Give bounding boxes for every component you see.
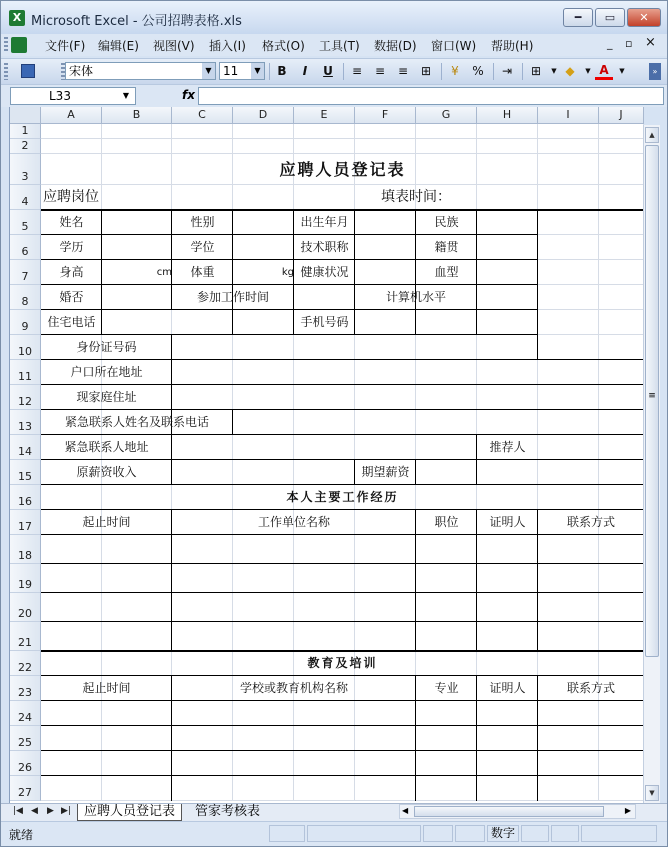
row-number: 24 (18, 711, 32, 724)
align-right-icon[interactable]: ≡ (397, 64, 409, 78)
cell-border (41, 563, 644, 564)
gridline (41, 800, 644, 801)
italic-button[interactable]: I (302, 64, 308, 78)
cell-label-job: 职位 (434, 515, 459, 529)
toolbar-separator (441, 63, 442, 80)
cell-border (41, 750, 644, 751)
row-header[interactable] (10, 726, 41, 751)
cell-border (537, 210, 538, 360)
fill-color-icon[interactable]: ◆ (565, 64, 575, 78)
merge-center-icon[interactable]: ⊞ (420, 64, 432, 78)
borders-icon[interactable]: ⊞ (530, 64, 542, 78)
cell-label-employer: 工作单位名称 (257, 515, 330, 529)
cell-label-home-phone: 住宅电话 (47, 315, 96, 329)
cell-label-contact: 联系方式 (566, 681, 615, 695)
scroll-left-icon[interactable]: ◀ (402, 806, 409, 815)
row-number: 11 (18, 370, 32, 383)
column-header[interactable]: G (416, 107, 477, 124)
status-ready: 就绪 (9, 828, 34, 842)
menu-window[interactable]: 窗口(W) (431, 39, 477, 53)
cell-label-emergency-contact: 紧急联系人姓名及联系电话 (64, 415, 209, 429)
row-header[interactable] (10, 510, 41, 535)
sheet-tab-recruitment[interactable]: 应聘人员登记表 (77, 804, 182, 821)
toolbar-separator (269, 63, 270, 80)
status-panel (269, 825, 305, 842)
cell-label-work-start: 参加工作时间 (196, 290, 269, 304)
doc-restore-button[interactable]: ▫ (625, 37, 633, 50)
worksheet-grid[interactable] (9, 107, 644, 803)
column-header[interactable]: A (41, 107, 102, 124)
horizontal-scrollbar[interactable] (399, 804, 636, 819)
row-number: 19 (18, 578, 32, 591)
cell-label-major: 专业 (434, 681, 459, 695)
cell-label-period: 起止时间 (82, 515, 131, 529)
close-button[interactable]: ✕ (627, 8, 661, 27)
row-number: 1 (21, 124, 29, 137)
menu-help[interactable]: 帮助(H) (491, 39, 534, 53)
row-header[interactable] (10, 622, 41, 651)
workbook-icon[interactable] (11, 37, 27, 53)
underline-button[interactable]: U (323, 64, 333, 78)
row-header[interactable] (10, 385, 41, 410)
currency-icon[interactable]: ¥ (451, 64, 459, 78)
indent-icon[interactable]: ⇥ (501, 64, 513, 78)
row-header[interactable] (10, 235, 41, 260)
font-size-value: 11 (223, 64, 239, 78)
cell-label-period: 起止时间 (82, 681, 131, 695)
row-number: 18 (18, 549, 32, 562)
gridline (41, 138, 644, 139)
cell-border (41, 592, 644, 593)
cell-label-title: 应聘人员登记表 (279, 160, 406, 179)
cell-label-degree: 学位 (190, 240, 215, 254)
cell-label-height: 身高 (59, 265, 84, 279)
font-color-icon[interactable]: A (595, 63, 613, 80)
cell-label-referrer: 推荐人 (489, 440, 526, 454)
row-header[interactable] (10, 593, 41, 622)
toolbar-separator (343, 63, 344, 80)
cell-label-emergency-address: 紧急联系人地址 (64, 440, 149, 454)
status-bar (1, 821, 667, 847)
cell-label-current-address: 现家庭住址 (76, 390, 137, 404)
menu-tools[interactable]: 工具(T) (319, 39, 360, 53)
cell-label-computer-level: 计算机水平 (385, 290, 446, 304)
cell-label-witness: 证明人 (489, 681, 526, 695)
column-header[interactable]: I (538, 107, 599, 124)
row-header[interactable] (10, 776, 41, 801)
menu-format[interactable]: 格式(O) (262, 39, 305, 53)
row-header[interactable] (10, 651, 41, 676)
toolbar-separator (522, 63, 523, 80)
cell-label-weight-unit: kg (281, 267, 294, 278)
vertical-scrollbar[interactable] (643, 125, 660, 803)
cell-border (41, 725, 644, 726)
scroll-up-icon[interactable]: ▲ (645, 127, 659, 143)
menu-data[interactable]: 数据(D) (374, 39, 417, 53)
cell-label-ethnicity: 民族 (434, 215, 459, 229)
column-header[interactable]: D (233, 107, 294, 124)
name-box-value: L33 (49, 89, 71, 103)
menubar-grip[interactable] (4, 37, 8, 53)
formula-input[interactable] (198, 87, 664, 105)
row-number: 3 (21, 170, 29, 183)
row-number: 9 (21, 320, 29, 333)
bold-button[interactable]: B (277, 64, 287, 78)
doc-minimize-button[interactable]: _ (607, 37, 613, 50)
cell-label-tech-title: 技术职称 (300, 240, 349, 254)
row-number: 5 (21, 220, 29, 233)
status-panel (581, 825, 657, 842)
cell-label-work-section-title: 本人主要工作经历 (286, 490, 399, 504)
next-sheet-icon[interactable]: ▶ (47, 806, 54, 816)
row-header[interactable] (10, 139, 41, 154)
name-box[interactable] (10, 87, 136, 105)
column-header[interactable]: B (102, 107, 172, 124)
status-panel (423, 825, 453, 842)
cell-label-hukou-address: 户口所在地址 (70, 365, 143, 379)
cell-label-birth: 出生年月 (300, 215, 349, 229)
row-header[interactable] (10, 210, 41, 235)
chevron-down-icon[interactable]: ▼ (551, 67, 557, 75)
status-panel (551, 825, 579, 842)
align-center-icon[interactable]: ≡ (374, 64, 386, 78)
row-number: 23 (18, 686, 32, 699)
row-number: 15 (18, 470, 32, 483)
cell-label-contact: 联系方式 (566, 515, 615, 529)
row-number: 6 (21, 245, 29, 258)
column-header[interactable]: C (172, 107, 233, 124)
row-header[interactable] (10, 335, 41, 360)
scroll-down-icon[interactable]: ▼ (645, 785, 659, 801)
percent-button[interactable]: % (472, 64, 484, 78)
toolbar-options-icon[interactable]: » (649, 63, 661, 80)
cell-label-health: 健康状况 (300, 265, 349, 279)
toolbar-grip[interactable] (4, 63, 8, 80)
font-name-value: 宋体 (69, 64, 94, 78)
doc-close-button[interactable]: × (645, 35, 656, 50)
cell-label-weight: 体重 (190, 265, 215, 279)
cell-label-witness: 证明人 (489, 515, 526, 529)
status-panel (521, 825, 549, 842)
fx-icon[interactable]: fx (182, 88, 195, 102)
status-panel (307, 825, 421, 842)
last-sheet-icon[interactable]: ▶| (61, 806, 71, 816)
font-size-select[interactable] (219, 62, 265, 80)
row-header[interactable] (10, 360, 41, 385)
formula-bar (1, 85, 667, 107)
menu-insert[interactable]: 插入(I) (209, 39, 246, 53)
menu-file[interactable]: 文件(F) (45, 39, 86, 53)
chevron-down-icon[interactable]: ▼ (251, 63, 264, 79)
cell-border (41, 775, 644, 776)
cell-label-mobile: 手机号码 (300, 315, 349, 329)
chevron-down-icon[interactable]: ▼ (122, 91, 129, 100)
cell-label-id-number: 身份证号码 (76, 340, 137, 354)
row-header[interactable] (10, 285, 41, 310)
row-number: 4 (21, 195, 29, 208)
cell-label-name: 姓名 (59, 215, 84, 229)
column-header[interactable]: F (355, 107, 416, 124)
cell-border (41, 621, 644, 622)
cell-label-native-place: 籍贯 (434, 240, 459, 254)
row-header[interactable] (10, 460, 41, 485)
window-title: Microsoft Excel - 公司招聘表格.xls (31, 14, 242, 29)
row-number: 10 (18, 345, 32, 358)
row-number: 21 (18, 636, 32, 649)
chevron-down-icon[interactable]: ▼ (585, 67, 591, 75)
row-number: 14 (18, 445, 32, 458)
row-header[interactable] (10, 535, 41, 564)
scroll-right-icon[interactable]: ▶ (624, 806, 631, 815)
row-header[interactable] (10, 564, 41, 593)
save-icon[interactable] (21, 64, 35, 78)
row-header[interactable] (10, 124, 41, 139)
cell-label-blood-type: 血型 (434, 265, 459, 279)
row-number: 22 (18, 661, 32, 674)
row-header[interactable] (10, 260, 41, 285)
row-header[interactable] (10, 154, 41, 185)
column-header[interactable]: H (477, 107, 538, 124)
cell-label-height-unit: cm (156, 267, 172, 278)
formatting-toolbar (1, 58, 667, 85)
sheet-tab-butler[interactable]: 管家考核表 (195, 804, 261, 819)
horizontal-scroll-thumb[interactable] (414, 806, 604, 817)
row-number: 12 (18, 395, 32, 408)
row-number: 25 (18, 736, 32, 749)
restore-button[interactable]: ▭ (595, 8, 625, 27)
row-number: 7 (21, 270, 29, 283)
cell-label-position-label: 应聘岗位 (43, 189, 99, 205)
row-header[interactable] (10, 485, 41, 510)
row-header[interactable] (10, 701, 41, 726)
row-number: 16 (18, 495, 32, 508)
prev-sheet-icon[interactable]: ◀ (31, 806, 38, 816)
align-left-icon[interactable]: ≡ (351, 64, 363, 78)
cell-label-previous-salary: 原薪资收入 (76, 465, 137, 479)
row-header[interactable] (10, 185, 41, 210)
column-header[interactable]: J (599, 107, 644, 124)
cell-label-expected-salary: 期望薪资 (361, 465, 410, 479)
select-all-corner[interactable] (10, 107, 41, 124)
row-number: 27 (18, 786, 32, 799)
menu-view[interactable]: 视图(V) (153, 39, 195, 53)
excel-app-icon: X (9, 10, 25, 26)
first-sheet-icon[interactable]: |◀ (13, 806, 23, 816)
cell-label-education: 学历 (59, 240, 84, 254)
row-number: 17 (18, 520, 32, 533)
cell-label-fill-time-label: 填表时间： (381, 189, 451, 205)
row-number: 26 (18, 761, 32, 774)
row-header[interactable] (10, 435, 41, 460)
cell-label-edu-section-title: 教育及培训 (307, 656, 378, 670)
chevron-down-icon[interactable]: ▼ (202, 63, 215, 79)
row-number: 8 (21, 295, 29, 308)
row-header[interactable] (10, 751, 41, 776)
row-header[interactable] (10, 410, 41, 435)
column-header[interactable]: E (294, 107, 355, 124)
toolbar-separator (493, 63, 494, 80)
menu-bar (1, 34, 667, 56)
chevron-down-icon[interactable]: ▼ (619, 67, 625, 75)
font-name-select[interactable] (65, 62, 216, 80)
row-number: 20 (18, 607, 32, 620)
status-num-mode: 数字 (487, 825, 519, 842)
cell-label-gender: 性别 (190, 215, 215, 229)
row-number: 2 (21, 139, 29, 152)
minimize-button[interactable]: ━ (563, 8, 593, 27)
vertical-scroll-thumb[interactable]: ≡ (645, 145, 659, 657)
row-header[interactable] (10, 676, 41, 701)
row-header[interactable] (10, 310, 41, 335)
title-bar (1, 1, 667, 34)
menu-edit[interactable]: 编辑(E) (98, 39, 139, 53)
row-number: 13 (18, 420, 32, 433)
status-panel (455, 825, 485, 842)
cell-label-marital: 婚否 (59, 290, 84, 304)
cell-label-school: 学校或教育机构名称 (239, 681, 348, 695)
